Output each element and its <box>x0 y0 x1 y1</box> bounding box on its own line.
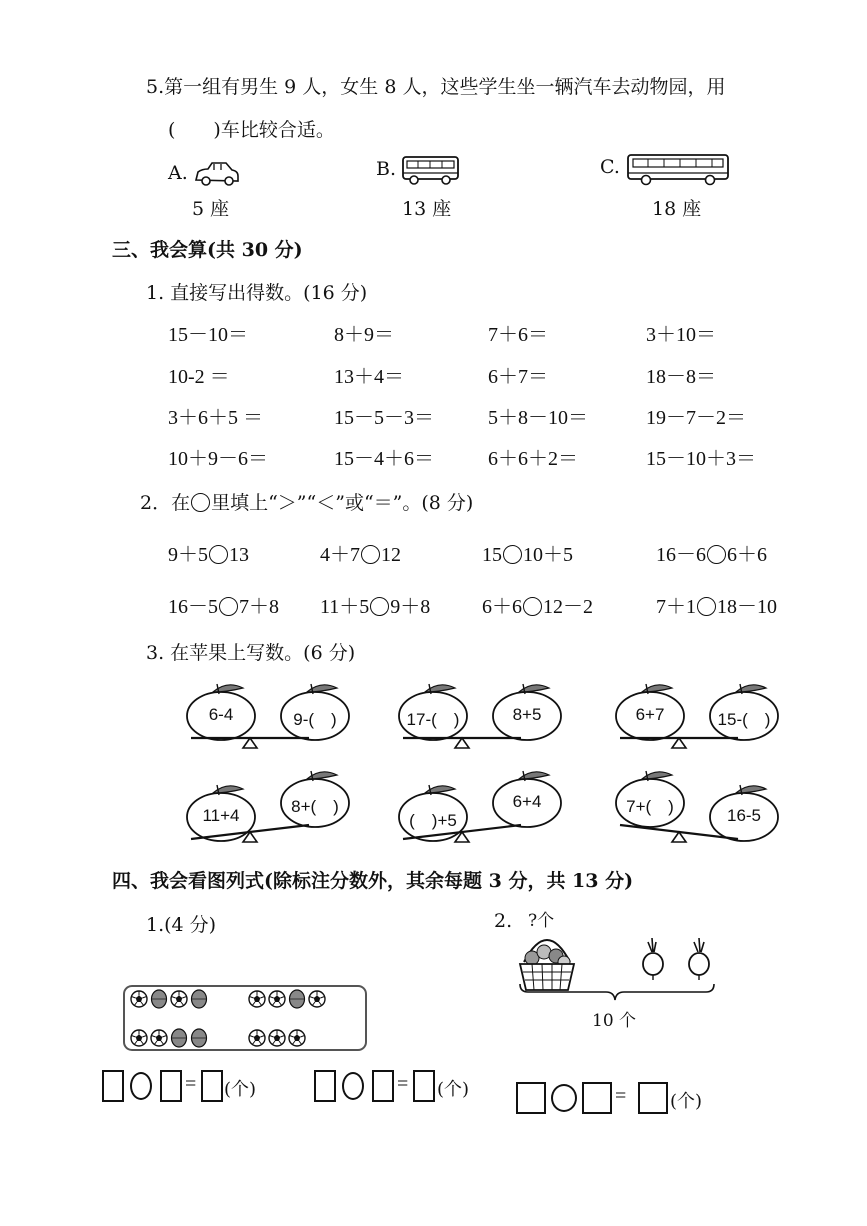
answer-box[interactable] <box>582 1082 612 1114</box>
option-a-letter: A. <box>168 162 188 184</box>
q5-line1: 5.第一组有男生 9 人，女生 8 人，这些学生坐一辆汽车去动物园，用 <box>146 76 726 98</box>
apple-expression[interactable]: 6+4 <box>512 792 542 811</box>
calc-r2c2: 13＋4＝ <box>334 366 404 388</box>
answer-circle[interactable] <box>697 597 716 616</box>
apple-expression[interactable]: 16-5 <box>726 806 762 825</box>
answer-box[interactable] <box>102 1070 124 1102</box>
apple-expression[interactable]: ( )+5 <box>409 811 457 830</box>
calc-r1c2: 8＋9＝ <box>334 324 394 346</box>
calc-r2c4: 18－8＝ <box>646 366 716 388</box>
apple-expression[interactable]: 17-( ) <box>406 710 460 729</box>
calc-r4c1: 10＋9－6＝ <box>168 448 268 470</box>
apple-expression[interactable]: 6+7 <box>635 705 665 724</box>
operator-circle[interactable] <box>342 1072 364 1100</box>
calc-r1c1: 15－10＝ <box>168 324 248 346</box>
section3-title: 三、我会算(共 30 分) <box>112 239 303 261</box>
apple-expression[interactable]: 7+( ) <box>626 797 674 816</box>
apple-expression[interactable]: 9-( ) <box>293 710 337 729</box>
compare-r1c4: 16－6 6＋6 <box>656 544 767 566</box>
calc-r4c4: 15－10＋3＝ <box>646 448 756 470</box>
compare-r1c1: 9＋5 13 <box>168 544 249 566</box>
compare-r1c2: 4＋7 12 <box>320 544 401 566</box>
calc-r3c1: 3＋6＋5 ＝ <box>168 407 263 429</box>
calc-r2c1: 10-2 ＝ <box>168 366 230 388</box>
apple-expression[interactable]: 6-4 <box>208 705 234 724</box>
answer-circle[interactable] <box>361 545 380 564</box>
answer-box[interactable] <box>516 1082 546 1114</box>
balls-illustration <box>123 985 367 1051</box>
apple-expression[interactable]: 15-( ) <box>717 710 771 729</box>
calc-r3c2: 15－5－3＝ <box>334 407 434 429</box>
unit-label: (个) <box>224 1079 257 1100</box>
compare-r1c3: 15 10＋5 <box>482 544 573 566</box>
q1-title: 1. 直接写出得数。(16 分) <box>146 282 368 304</box>
unknown-count-label: ?个 <box>528 911 555 931</box>
bus-icon <box>624 152 732 188</box>
unit-label: (个) <box>437 1079 470 1100</box>
answer-box[interactable] <box>314 1070 336 1102</box>
q5-line2: ( )车比较合适。 <box>168 119 335 141</box>
answer-box[interactable] <box>201 1070 223 1102</box>
car-icon <box>192 160 240 188</box>
total-count-label: 10 个 <box>592 1011 637 1031</box>
answer-box[interactable] <box>160 1070 182 1102</box>
compare-r2c1: 16－5 7＋8 <box>168 596 279 618</box>
option-a-seats: 5 座 <box>192 198 230 220</box>
calc-r4c2: 15－4＋6＝ <box>334 448 434 470</box>
q3-title: 3. 在苹果上写数。(6 分) <box>146 642 356 664</box>
equals-sign: = <box>397 1073 409 1095</box>
calc-r4c3: 6＋6＋2＝ <box>488 448 578 470</box>
s4-q2-title: 2. <box>494 910 513 932</box>
calc-r3c4: 19－7－2＝ <box>646 407 746 429</box>
answer-circle[interactable] <box>707 545 726 564</box>
apple-expression[interactable]: 8+5 <box>512 705 542 724</box>
answer-circle[interactable] <box>370 597 389 616</box>
option-c-seats: 18 座 <box>652 198 702 220</box>
operator-circle[interactable] <box>551 1084 577 1112</box>
answer-circle[interactable] <box>209 545 228 564</box>
answer-circle[interactable] <box>523 597 542 616</box>
answer-box[interactable] <box>638 1082 668 1114</box>
calc-r1c3: 7＋6＝ <box>488 324 548 346</box>
answer-circle[interactable] <box>503 545 522 564</box>
blank-circle-icon <box>191 493 210 512</box>
answer-box[interactable] <box>372 1070 394 1102</box>
compare-r2c2: 11＋5 9＋8 <box>320 596 431 618</box>
equals-sign: = <box>185 1073 197 1095</box>
calc-r1c4: 3＋10＝ <box>646 324 716 346</box>
calc-r3c3: 5＋8－10＝ <box>488 407 588 429</box>
apple-expression[interactable]: 8+( ) <box>291 797 339 816</box>
option-b-seats: 13 座 <box>402 198 452 220</box>
compare-r2c3: 6＋6 12－2 <box>482 596 593 618</box>
unit-label: (个) <box>670 1091 703 1112</box>
calc-r2c3: 6＋7＝ <box>488 366 548 388</box>
option-b-letter: B. <box>376 158 397 180</box>
option-c-letter: C. <box>600 156 620 178</box>
compare-r2c4: 7＋1 18－10 <box>656 596 777 618</box>
basket-illustration <box>510 922 720 1004</box>
answer-circle[interactable] <box>219 597 238 616</box>
apple-expression[interactable]: 11+4 <box>202 806 240 825</box>
s4-q1-title: 1.(4 分) <box>146 914 217 936</box>
equals-sign: = <box>615 1085 627 1107</box>
section4-title: 四、我会看图列式(除标注分数外，其余每题 3 分，共 13 分) <box>112 870 634 892</box>
minibus-icon <box>400 154 462 188</box>
operator-circle[interactable] <box>130 1072 152 1100</box>
answer-box[interactable] <box>413 1070 435 1102</box>
q2-title: 2．在 里填上“＞”“＜”或“＝”。(8 分) <box>140 492 474 514</box>
